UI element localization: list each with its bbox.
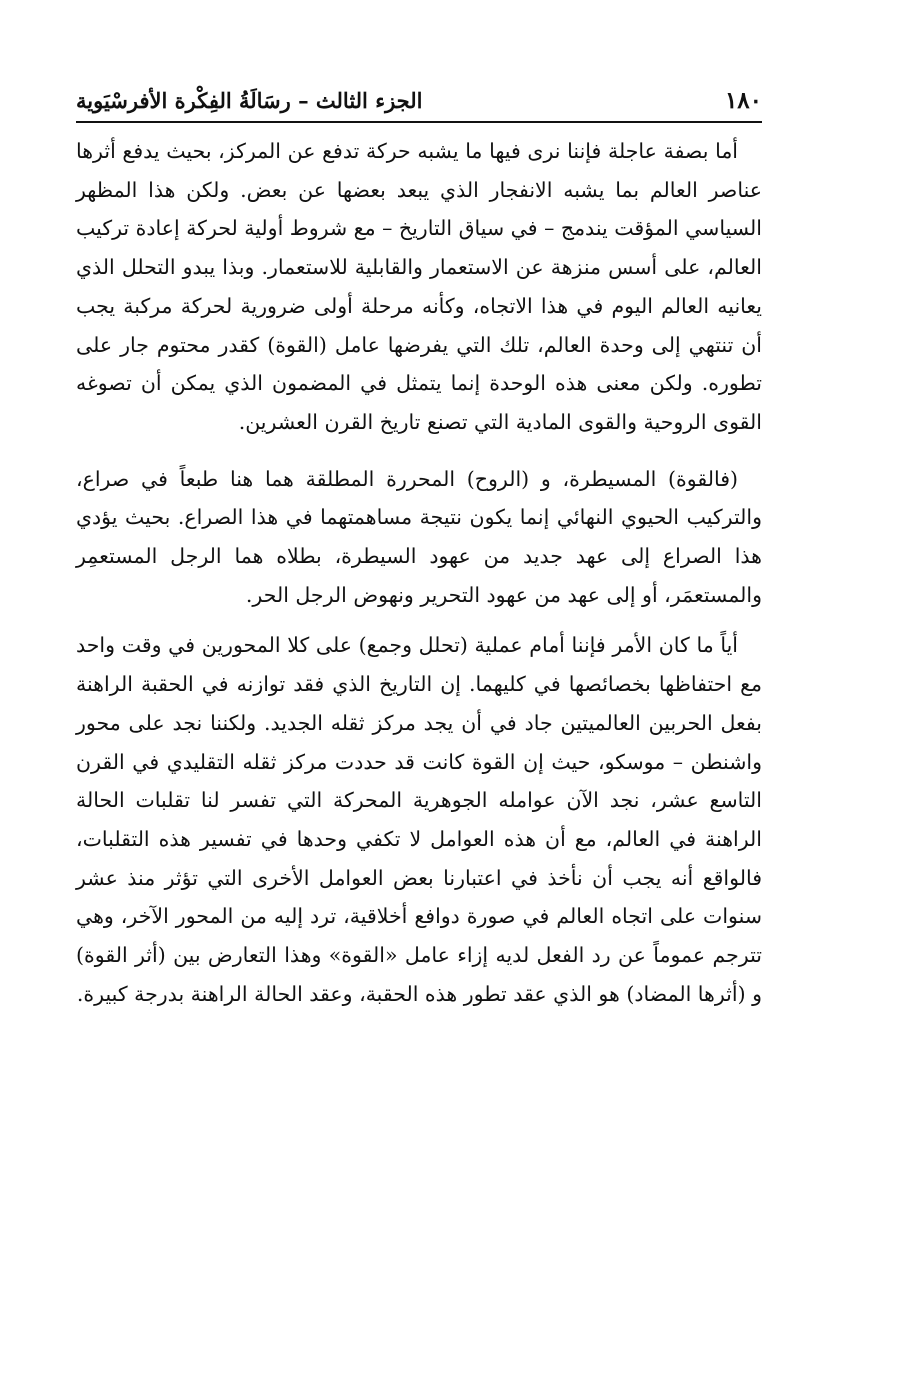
paragraph: أما بصفة عاجلة فإننا نرى فيها ما يشبه حركة تدفع عن المركز، بحيث يدفع أثرها عناصر العالم بما يشبه الانفجار الذي يبعد بعضها عن بعض. ولكن هذا المظهر السياسي المؤقت يندمج – في سياق التاريخ – مع شروط أولية لحركة إعادة تركيب العالم، على أسس منزهة عن الاستعمار والقابلية للاستعمار. وبذا يبدو التحلل الذي يعانيه العالم اليوم في هذا الاتجاه، وكأنه مرحلة أولى ضرورية لحركة مركبة يجب أن تنتهي إلى وحدة العالم، تلك التي يفرضها عامل (القوة) كقدر محتوم جار على تطوره. ولكن معنى هذه الوحدة إنما يتمثل في المضمون الذي يمكن أن تصوغه القوى الروحية والقوى المادية التي تصنع تاريخ القرن العشرين. — [76, 139, 762, 434]
header-divider — [76, 121, 762, 123]
paragraph: (فالقوة) المسيطرة، و (الروح) المحررة المطلقة هما هنا طبعاً في صراع، والتركيب الحيوي النهائي إنما يكون نتيجة مساهمتهما في هذا الصراع. بحيث يؤدي هذا الصراع إلى عهد جديد من عهود السيطرة، بطلاه هما الرجل المستعمِر والمستعمَر، أو إلى عهد من عهود التحرير ونهوض الرجل الحر. — [76, 466, 762, 607]
running-title: الجزء الثالث – رسَالَةُ الفِكْرة الأفرسْيَوية — [76, 88, 423, 113]
page-header — [76, 84, 762, 120]
page-number: ١٨٠ — [724, 87, 762, 114]
paragraph: أياً ما كان الأمر فإننا أمام عملية (تحلل وجمع) على كلا المحورين في وقت واحد مع احتفاظها بخصائصها في كليهما. إن التاريخ الذي فقد توازنه في الحقبة الراهنة بفعل الحربين العالميتين جاد في أن يجد مركز ثقله الجديد. ولكننا نجد على محور واشنطن – موسكو، حيث إن القوة كانت قد حددت مركز ثقله التقليدي في القرن التاسع عشر، نجد الآن عوامله الجوهرية المحركة التي تفسر لنا تقلبات الحالة الراهنة في العالم، مع أن هذه العوامل لا تكفي وحدها في تفسير هذه التقلبات، فالواقع أنه يجب أن نأخذ في اعتبارنا بعض العوامل الأخرى التي تؤثر منذ عشر سنوات على اتجاه العالم في صورة دوافع أخلاقية، ترد إليه من المحور الآخر، وهي تترجم عموماً عن رد الفعل لديه إزاء عامل «القوة» وهذا التعارض بين (أثر القوة) و (أثرها المضاد) هو الذي عقد تطور هذه الحقبة، وعقد الحالة الراهنة بدرجة كبيرة. — [76, 633, 762, 1006]
body-text — [76, 132, 762, 1013]
